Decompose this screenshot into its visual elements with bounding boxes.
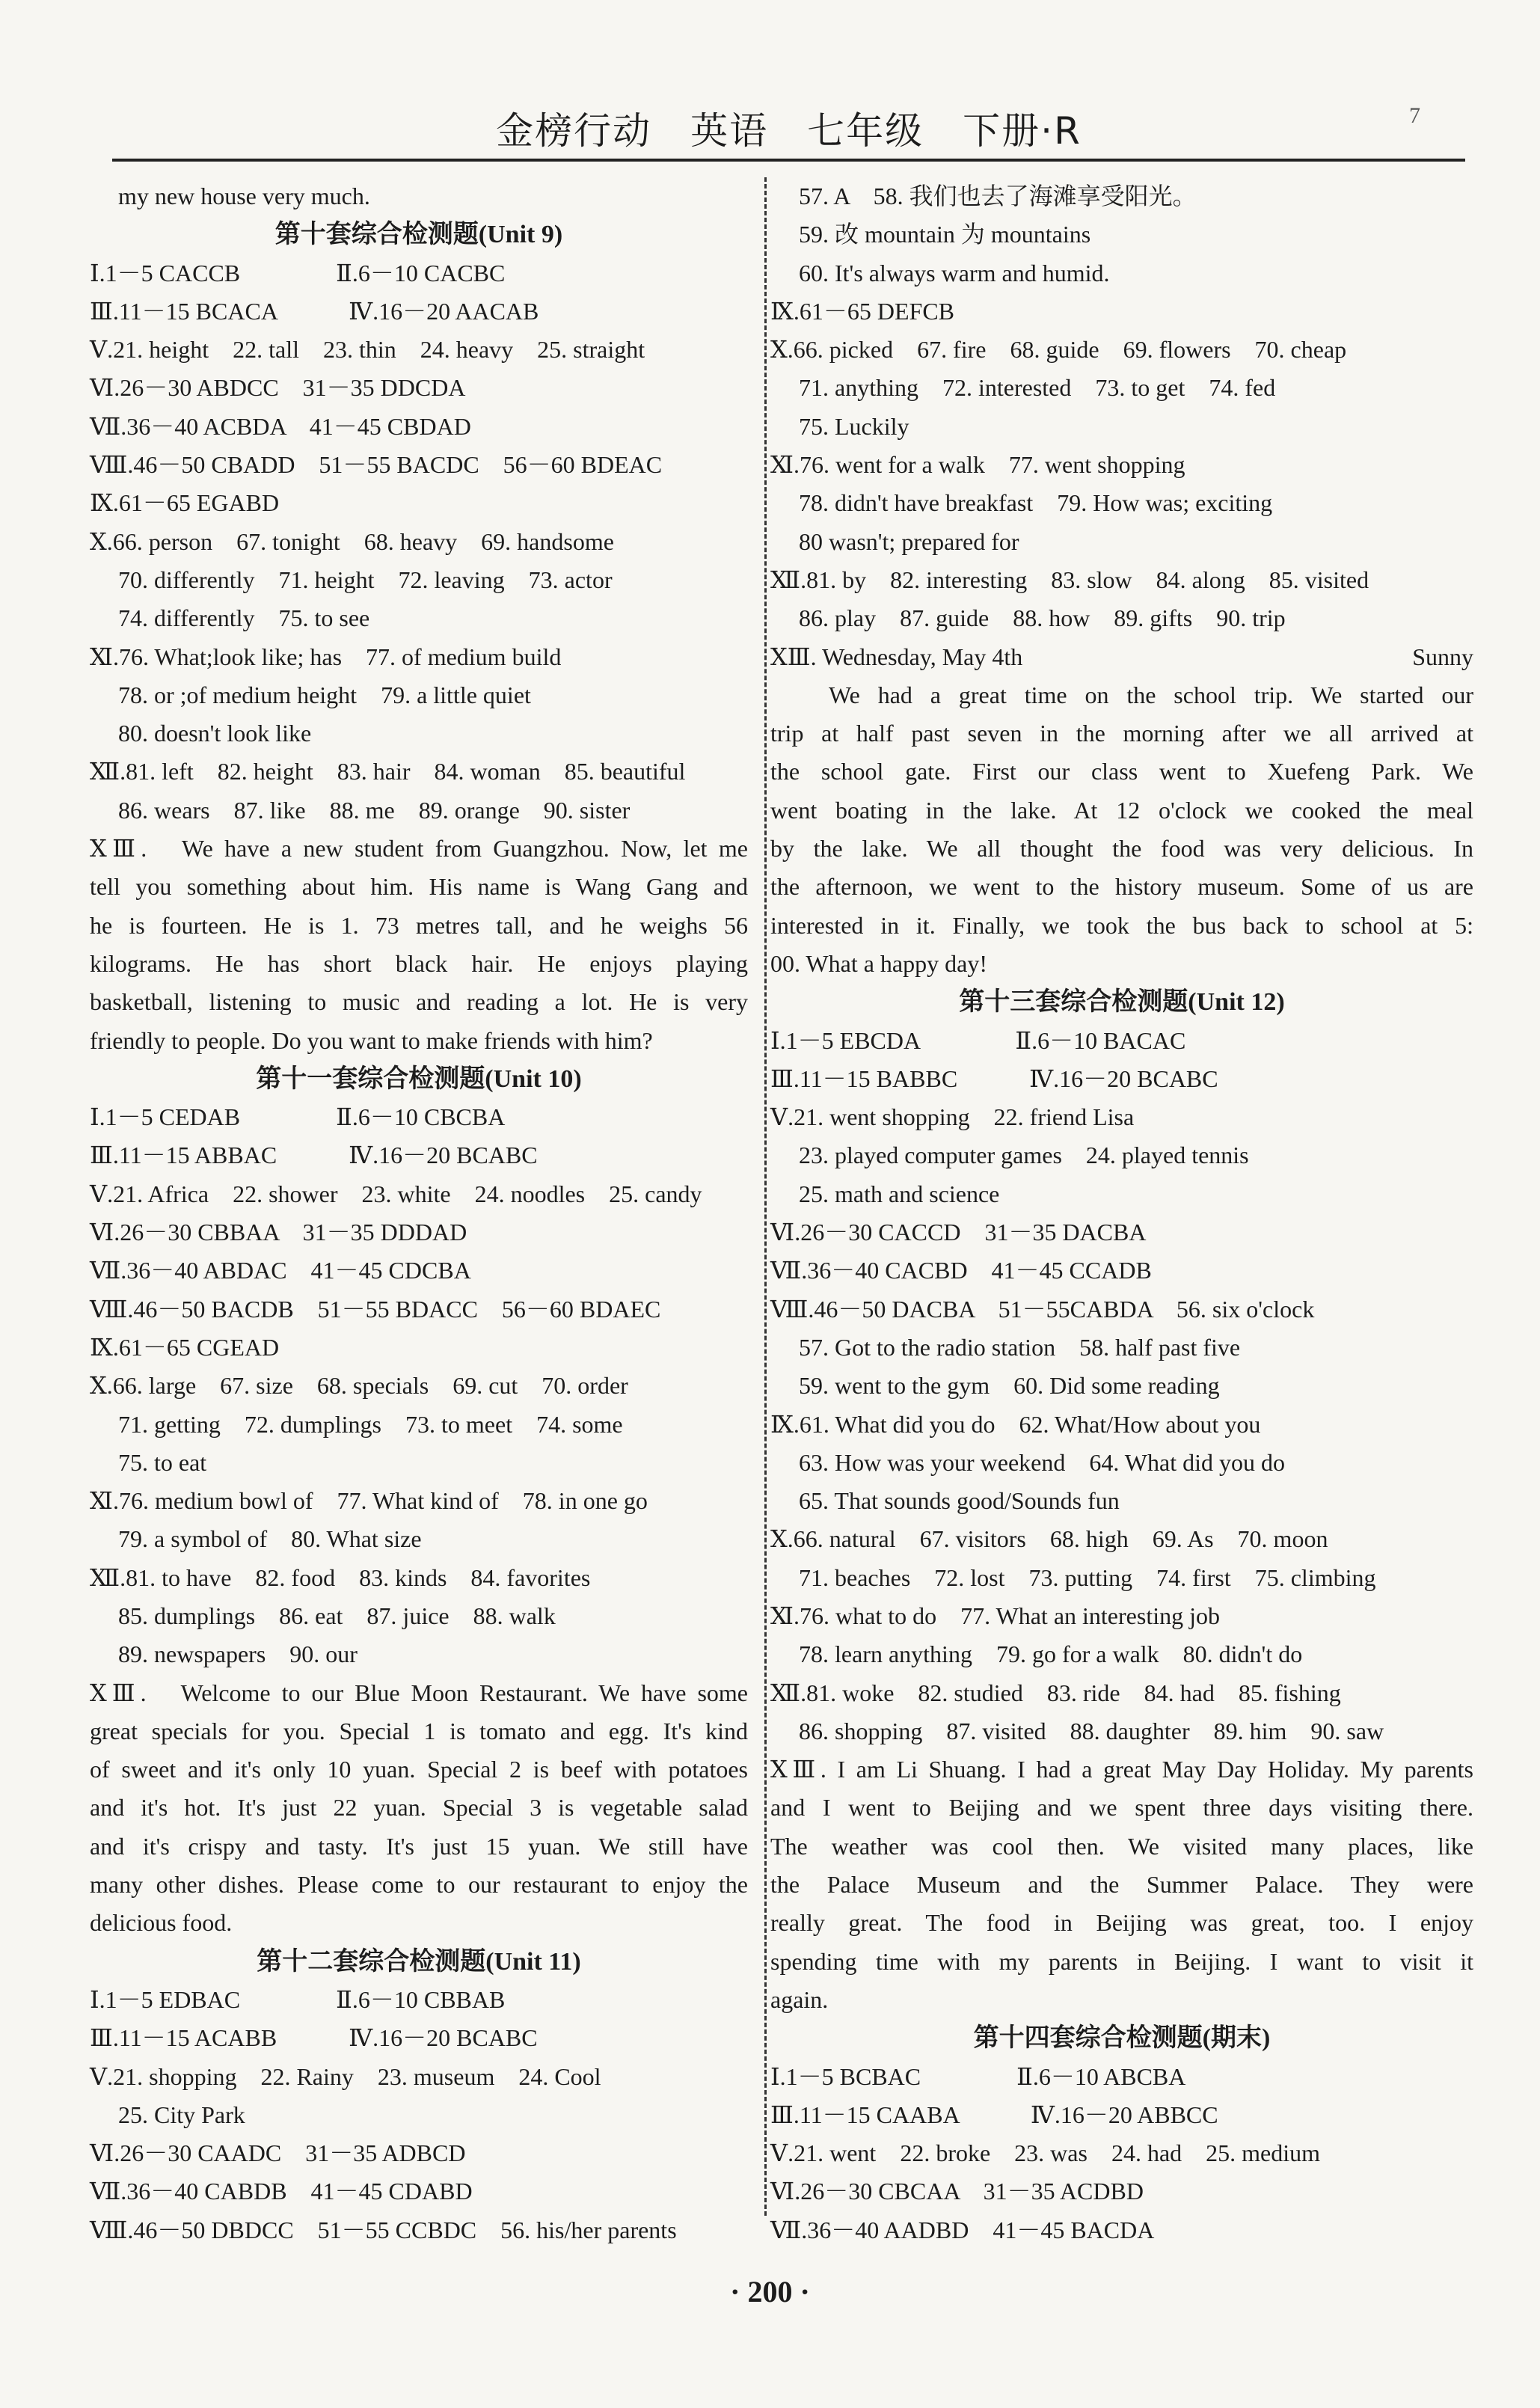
answer-line: Ⅹ.66. picked 67. fire 68. guide 69. flowers 70. cheap <box>770 336 1347 364</box>
header-title: 金榜行动 英语 七年级 下册·R <box>496 109 1082 153</box>
writing-passage <box>770 1750 1473 2019</box>
answer-line: Ⅲ.11－15 BCACA Ⅳ.16－20 AACAB <box>90 297 539 325</box>
answer-line: Ⅶ.36－40 ABDAC 41－45 CDCBA <box>90 1257 471 1284</box>
answer-line: Ⅵ.26－30 CACCD 31－35 DACBA <box>770 1219 1147 1246</box>
answer-line: Ⅴ.21. shopping 22. Rainy 23. museum 24. Cool <box>90 2062 601 2090</box>
answer-line: Ⅵ.26－30 CAADC 31－35 ADBCD <box>90 2139 466 2167</box>
right-column <box>770 177 1473 2249</box>
section-title-unit9: 第十套综合检测题(Unit 9) <box>274 221 563 249</box>
text-line: my new house very much. <box>118 183 370 209</box>
passage-line: ⅩⅢ. We have a new student from Guangzhou. Now, let me <box>90 835 748 863</box>
answer-line: 75. to eat <box>118 1448 207 1476</box>
answer-line: 70. differently 71. height 72. leaving 73. actor <box>118 566 613 593</box>
answer-line: 74. differently 75. to see <box>118 604 370 632</box>
passage-line: trip at half past seven in the morning after we all arrived at <box>770 720 1473 747</box>
diary-date: ⅩⅢ. Wednesday, May 4th <box>770 643 1023 670</box>
answer-line: 78. or ;of medium height 79. a little quiet <box>118 681 531 708</box>
answer-line: 78. learn anything 79. go for a walk 80. didn't do <box>799 1640 1303 1668</box>
answer-line: Ⅴ.21. went shopping 22. friend Lisa <box>770 1103 1135 1131</box>
passage-line: the Palace Museum and the Summer Palace. They were <box>770 1871 1473 1899</box>
answer-line: Ⅲ.11－15 ABBAC Ⅳ.16－20 BCABC <box>90 1142 538 1169</box>
answer-line: Ⅸ.61－65 DEFCB <box>770 297 955 325</box>
passage-line: 00. What a happy day! <box>770 949 987 977</box>
writing-passage <box>90 1674 748 1943</box>
answer-line: Ⅻ.81. by 82. interesting 83. slow 84. along 85. visited <box>770 566 1369 593</box>
answer-line: Ⅵ.26－30 CBCAA 31－35 ACDBD <box>770 2178 1144 2205</box>
passage-line: again. <box>770 1985 829 2013</box>
answer-line: 25. math and science <box>799 1180 1000 1207</box>
answer-line: Ⅵ.26－30 ABDCC 31－35 DDCDA <box>90 374 466 402</box>
answer-line: 71. beaches 72. lost 73. putting 74. first 75. climbing <box>799 1563 1376 1591</box>
answer-line: 80. doesn't look like <box>118 720 312 747</box>
section-title-unit11: 第十二套综合检测题(Unit 11) <box>257 1947 581 1976</box>
answer-line: Ⅻ.81. left 82. height 83. hair 84. woman 85. beautiful <box>90 758 686 785</box>
passage-line: kilograms. He has short black hair. He enjoys playing <box>90 949 748 977</box>
answer-line: Ⅰ.1－5 EBCDA Ⅱ.6－10 BACAC <box>770 1026 1186 1054</box>
passage-line: interested in it. Finally, we took the bus back to school at 5: <box>770 911 1473 939</box>
answer-line: Ⅹ.66. large 67. size 68. specials 69. cut 70. order <box>90 1372 628 1400</box>
answer-line: Ⅹ.66. person 67. tonight 68. heavy 69. handsome <box>90 527 614 555</box>
passage-line: basketball, listening to music and reading a lot. He is very <box>90 988 748 1016</box>
answer-line: Ⅻ.81. woke 82. studied 83. ride 84. had 85. fishing <box>770 1679 1341 1706</box>
answer-line: 57. A 58. 我们也去了海滩享受阳光。 <box>799 183 1197 209</box>
answer-line: 78. didn't have breakfast 79. How was; exciting <box>799 489 1273 517</box>
page-header <box>112 103 1465 162</box>
answer-line: 71. anything 72. interested 73. to get 74. fed <box>799 374 1276 402</box>
answer-line: Ⅺ.76. What;look like; has 77. of medium build <box>90 643 562 670</box>
section-title-unit10: 第十一套综合检测题(Unit 10) <box>256 1064 582 1093</box>
passage-line: and it's crispy and tasty. It's just 15 yuan. We still have <box>90 1832 748 1860</box>
passage-line: and I went to Beijing and we spent three days visiting there. <box>770 1794 1473 1822</box>
answer-line: Ⅰ.1－5 EDBAC Ⅱ.6－10 CBBAB <box>90 1985 506 2013</box>
passage-line: spending time with my parents in Beijing. I want to visit it <box>770 1947 1473 1975</box>
left-column <box>90 177 748 2249</box>
answer-line: Ⅷ.46－50 BACDB 51－55 BDACC 56－60 BDAEC <box>90 1295 661 1323</box>
answer-line: Ⅸ.61－65 EGABD <box>90 489 280 517</box>
answer-line: Ⅷ.46－50 CBADD 51－55 BACDC 56－60 BDEAC <box>90 451 663 479</box>
passage-line: We had a great time on the school trip. We started our <box>829 681 1473 708</box>
answer-line: Ⅷ.46－50 DBDCC 51－55 CCBDC 56. his/her parents <box>90 2216 677 2243</box>
answer-line: Ⅶ.36－40 ACBDA 41－45 CBDAD <box>90 412 471 440</box>
answer-line: Ⅴ.21. Africa 22. shower 23. white 24. noodles 25. candy <box>90 1180 702 1207</box>
passage-line: ⅩⅢ. I am Li Shuang. I had a great May Day Holiday. My parents <box>770 1756 1473 1783</box>
answer-line: Ⅹ.66. natural 67. visitors 68. high 69. As 70. moon <box>770 1525 1328 1553</box>
answer-line: Ⅸ.61. What did you do 62. What/How about you <box>770 1410 1261 1438</box>
answer-line: Ⅺ.76. medium bowl of 77. What kind of 78. in one go <box>90 1487 648 1515</box>
answer-line: Ⅴ.21. went 22. broke 23. was 24. had 25. medium <box>770 2139 1321 2167</box>
passage-line: many other dishes. Please come to our restaurant to enjoy the <box>90 1871 748 1899</box>
passage-line: delicious food. <box>90 1909 233 1937</box>
answer-line: Ⅶ.36－40 CABDB 41－45 CDABD <box>90 2178 473 2205</box>
answer-line: 71. getting 72. dumplings 73. to meet 74. some <box>118 1410 623 1438</box>
passage-line: the afternoon, we went to the history museum. Some of us are <box>770 873 1473 901</box>
passage-line: he is fourteen. He is 1. 73 metres tall, and he weighs 56 <box>90 911 748 939</box>
answer-line: Ⅷ.46－50 DACBA 51－55CABDA 56. six o'clock <box>770 1295 1315 1323</box>
answer-line: Ⅶ.36－40 CACBD 41－45 CCADB <box>770 1257 1152 1284</box>
passage-line: great specials for you. Special 1 is tomato and egg. It's kind <box>90 1717 748 1744</box>
passage-line: the school gate. First our class went to Xuefeng Park. We <box>770 758 1473 785</box>
answer-line: 60. It's always warm and humid. <box>799 259 1110 287</box>
answer-line: 59. 改 mountain 为 mountains <box>799 221 1091 248</box>
passage-line: really great. The food in Beijing was great, too. I enjoy <box>770 1909 1473 1937</box>
answer-line: 75. Luckily <box>799 412 909 440</box>
answer-line: Ⅰ.1－5 CEDAB Ⅱ.6－10 CBCBA <box>90 1103 506 1131</box>
writing-passage <box>90 830 748 1060</box>
answer-line: Ⅲ.11－15 BABBC Ⅳ.16－20 BCABC <box>770 1064 1218 1092</box>
passage-line: The weather was cool then. We visited many places, like <box>770 1832 1473 1860</box>
passage-line: went boating in the lake. At 12 o'clock we cooked the meal <box>770 796 1473 824</box>
answer-line: Ⅴ.21. height 22. tall 23. thin 24. heavy 25. straight <box>90 336 645 364</box>
answer-line: 65. That sounds good/Sounds fun <box>799 1487 1120 1515</box>
answer-line: 86. shopping 87. visited 88. daughter 89. him 90. saw <box>799 1717 1384 1744</box>
passage-line: of sweet and it's only 10 yuan. Special 2 is beef with potatoes <box>90 1756 748 1783</box>
column-divider <box>764 177 767 2216</box>
answer-line: 63. How was your weekend 64. What did you do <box>799 1448 1285 1476</box>
answer-line: Ⅲ.11－15 ACABB Ⅳ.16－20 BCABC <box>90 2024 538 2052</box>
page-number: · 200 · <box>730 2275 810 2309</box>
answer-line: 89. newspapers 90. our <box>118 1640 358 1668</box>
answer-line: Ⅶ.36－40 AADBD 41－45 BACDA <box>770 2216 1155 2243</box>
answer-line: 59. went to the gym 60. Did some reading <box>799 1372 1220 1400</box>
answer-line: 86. wears 87. like 88. me 89. orange 90. sister <box>118 796 631 824</box>
diary-date-line <box>770 638 1473 676</box>
answer-line: Ⅰ.1－5 BCBAC Ⅱ.6－10 ABCBA <box>770 2062 1186 2090</box>
passage-line: tell you something about him. His name is Wang Gang and <box>90 873 748 901</box>
answer-line: Ⅻ.81. to have 82. food 83. kinds 84. favorites <box>90 1563 591 1591</box>
answer-line: 85. dumplings 86. eat 87. juice 88. walk <box>118 1602 556 1629</box>
answer-line: Ⅸ.61－65 CGEAD <box>90 1333 280 1361</box>
answer-line: Ⅲ.11－15 CAABA Ⅳ.16－20 ABBCC <box>770 2101 1218 2128</box>
answer-line: 80 wasn't; prepared for <box>799 527 1019 555</box>
diary-weather: Sunny <box>1412 643 1473 670</box>
answer-line: 86. play 87. guide 88. how 89. gifts 90. trip <box>799 604 1286 632</box>
answer-line: 79. a symbol of 80. What size <box>118 1525 422 1553</box>
answer-line: Ⅺ.76. what to do 77. What an interesting job <box>770 1602 1220 1629</box>
writing-passage <box>770 676 1473 983</box>
passage-line: friendly to people. Do you want to make friends with him? <box>90 1026 653 1054</box>
answer-line: 25. City Park <box>118 2101 245 2128</box>
header-corner-mark: 7 <box>1409 103 1420 128</box>
section-title-unit12: 第十三套综合检测题(Unit 12) <box>959 988 1285 1017</box>
answer-line: Ⅺ.76. went for a walk 77. went shopping <box>770 451 1185 479</box>
passage-line: by the lake. We all thought the food was very delicious. In <box>770 835 1473 863</box>
passage-line: ⅩⅢ. Welcome to our Blue Moon Restaurant. We have some <box>90 1679 748 1706</box>
answer-line: Ⅵ.26－30 CBBAA 31－35 DDDAD <box>90 1219 467 1246</box>
answer-line: 57. Got to the radio station 58. half past five <box>799 1333 1241 1361</box>
section-title-final: 第十四套综合检测题(期末) <box>973 2024 1271 2053</box>
passage-line: and it's hot. It's just 22 yuan. Special 3 is vegetable salad <box>90 1794 748 1822</box>
answer-line: Ⅰ.1－5 CACCB Ⅱ.6－10 CACBC <box>90 259 506 287</box>
answer-line: 23. played computer games 24. played tennis <box>799 1142 1249 1169</box>
